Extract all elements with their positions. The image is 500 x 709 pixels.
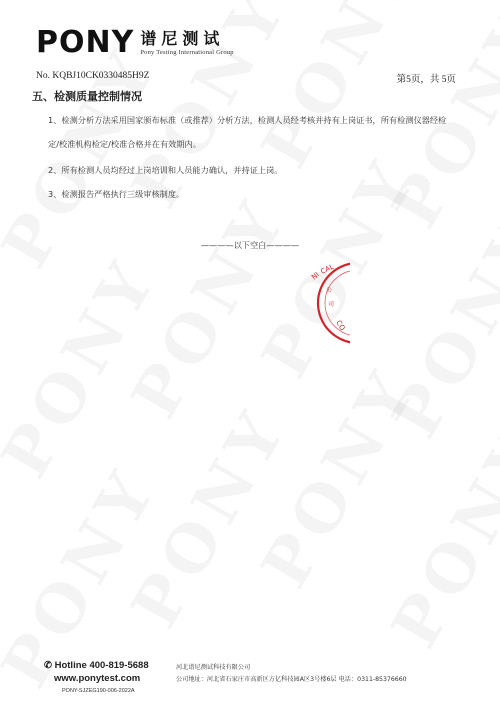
document-number: No. KQBJ10CK0330485H9Z bbox=[36, 71, 150, 81]
section-item-2: 2、所有检测人员均经过上岗培训和人员能力确认，并持证上岗。 bbox=[48, 165, 283, 175]
hotline-text: Hotline 400-819-5688 bbox=[54, 660, 149, 671]
logo-english: Pony Testing International Group bbox=[140, 48, 234, 56]
phone-icon: ✆ bbox=[44, 660, 52, 671]
logo-text: PONY bbox=[36, 25, 135, 60]
company-address: 公司地址：河北省石家庄市高新区方亿科技园A区3号楼6层 电话：0311-85376660 bbox=[176, 676, 407, 683]
page-info: 第5页，共 5页 bbox=[396, 75, 456, 85]
svg-text:CO: CO bbox=[334, 319, 347, 333]
svg-text:公: 公 bbox=[326, 287, 333, 294]
blank-notice: ————以下空白———— bbox=[200, 240, 300, 250]
company-logo bbox=[36, 25, 234, 60]
website-link[interactable]: www.ponytest.com bbox=[54, 673, 141, 684]
section-title: 五、检测质量控制情况 bbox=[32, 90, 142, 103]
form-code: PONY-SJZEG190-006-2022A bbox=[62, 688, 135, 694]
logo-mark bbox=[36, 25, 135, 60]
hotline bbox=[44, 660, 149, 671]
logo-chinese: 谱尼测试 bbox=[140, 28, 225, 48]
company-seal bbox=[300, 258, 350, 348]
section-item-1: 1、检测分析方法采用国家颁布标准（或推荐）分析方法，检测人员经考核并持有上岗证书，所有检测仪器经检定/校准机构检定/校准合格并在有效期内。 bbox=[48, 115, 447, 149]
svg-text:NI: NI bbox=[310, 270, 321, 282]
section-item-3: 3、检测报告严格执行三级审核制度。 bbox=[48, 189, 185, 199]
footer-company-info bbox=[176, 662, 407, 686]
footer-contact bbox=[44, 660, 149, 684]
company-name: 河北谱尼测试科技有限公司 bbox=[176, 664, 251, 671]
svg-text:CAL: CAL bbox=[319, 262, 336, 276]
svg-text:司: 司 bbox=[328, 301, 335, 308]
